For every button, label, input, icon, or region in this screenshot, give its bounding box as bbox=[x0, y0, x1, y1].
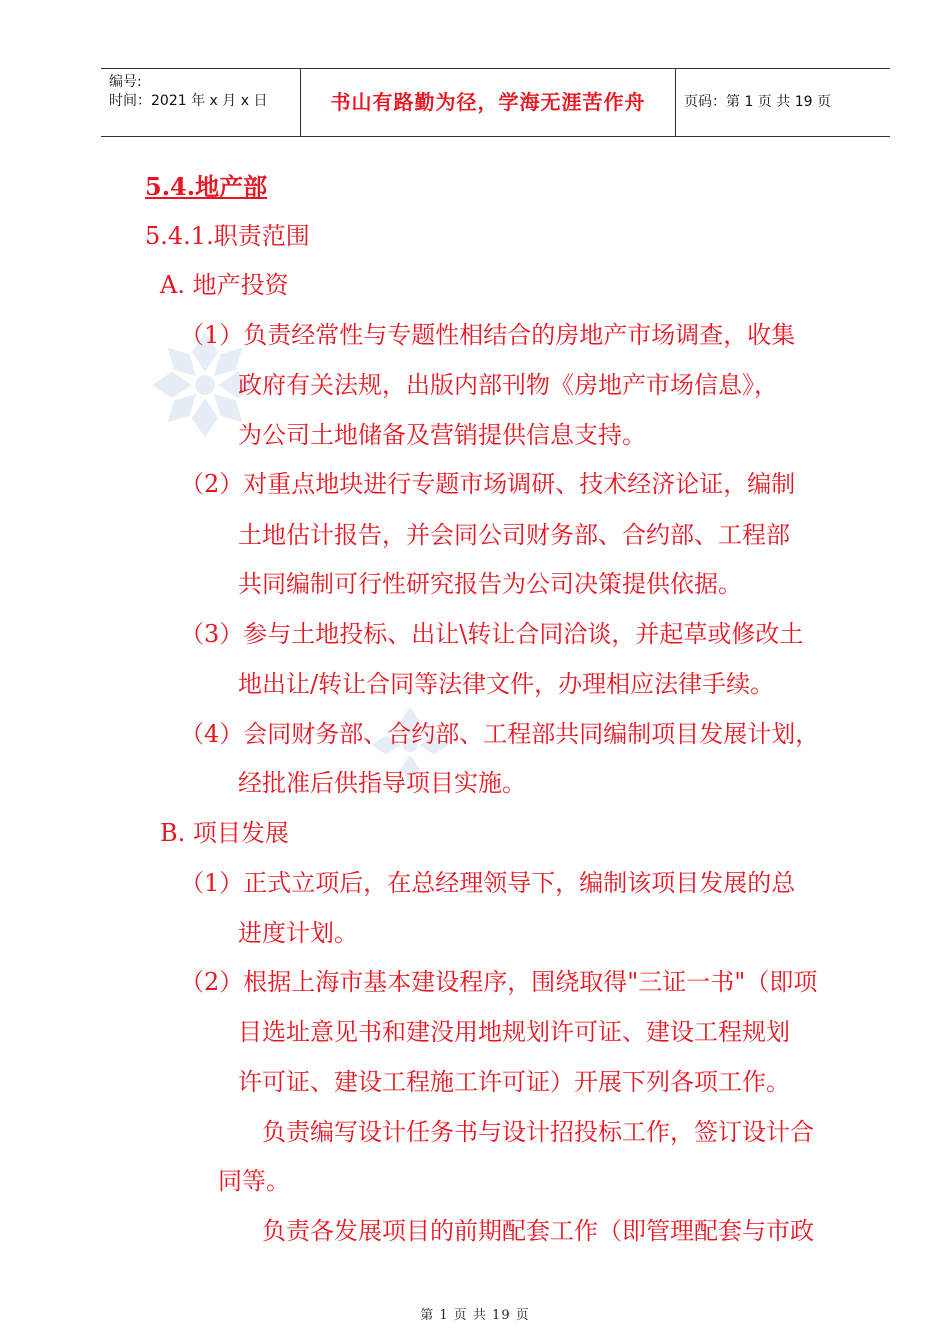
page-header bbox=[101, 68, 890, 137]
header-page-info: 页码：第 1 页 共 19 页 bbox=[684, 94, 831, 110]
paragraph-line: （1）正式立项后，在总经理领导下，编制该项目发展的总 bbox=[180, 869, 796, 897]
number-label: 编号: bbox=[109, 74, 142, 90]
paragraph-line: （2）对重点地块进行专题市场调研、技术经济论证，编制 bbox=[180, 470, 796, 498]
section-subtitle: 5.4.1.职责范围 bbox=[145, 222, 310, 250]
paragraph-line: 许可证、建设工程施工许可证）开展下列各项工作。 bbox=[238, 1068, 790, 1096]
paragraph-line: 负责各发展项目的前期配套工作（即管理配套与市政 bbox=[262, 1217, 814, 1245]
part-a-heading: A. 地产投资 bbox=[160, 271, 289, 299]
paragraph-line: （2）根据上海市基本建设程序，围绕取得"三证一书"（即项 bbox=[180, 968, 818, 996]
part-b-heading: B. 项目发展 bbox=[160, 819, 289, 847]
header-meta bbox=[101, 69, 301, 136]
paragraph-line: （1）负责经常性与专题性相结合的房地产市场调查，收集 bbox=[180, 321, 796, 349]
header-motto: 书山有路勤为径，学海无涯苦作舟 bbox=[301, 69, 676, 136]
paragraph-line: 地出让/转让合同等法律文件，办理相应法律手续。 bbox=[238, 670, 775, 698]
paragraph-line: 为公司土地储备及营销提供信息支持。 bbox=[238, 421, 646, 449]
paragraph-line: 政府有关法规，出版内部刊物《房地产市场信息》， bbox=[238, 371, 778, 399]
paragraph-line: 土地估计报告，并会同公司财务部、合约部、工程部 bbox=[238, 521, 790, 549]
paragraph-line: （4）会同财务部、合约部、工程部共同编制项目发展计划， bbox=[180, 720, 820, 748]
section-title: 5.4.地产部 bbox=[145, 172, 268, 201]
paragraph-line: （3）参与土地投标、出让\转让合同洽谈，并起草或修改土 bbox=[180, 620, 804, 648]
paragraph-line: 经批准后供指导项目实施。 bbox=[238, 769, 526, 797]
paragraph-line: 目选址意见书和建没用地规划许可证、建设工程规划 bbox=[238, 1018, 790, 1046]
paragraph-line: 共同编制可行性研究报告为公司决策提供依据。 bbox=[238, 570, 742, 598]
paragraph-line: 进度计划。 bbox=[238, 919, 358, 947]
paragraph-line: 负责编写设计任务书与设计招投标工作，签订设计合 bbox=[262, 1118, 814, 1146]
time-label: 时间：2021 年 x 月 x 日 bbox=[109, 93, 268, 109]
paragraph-line: 同等。 bbox=[218, 1167, 290, 1195]
page-footer: 第 1 页 共 19 页 bbox=[420, 1308, 530, 1323]
